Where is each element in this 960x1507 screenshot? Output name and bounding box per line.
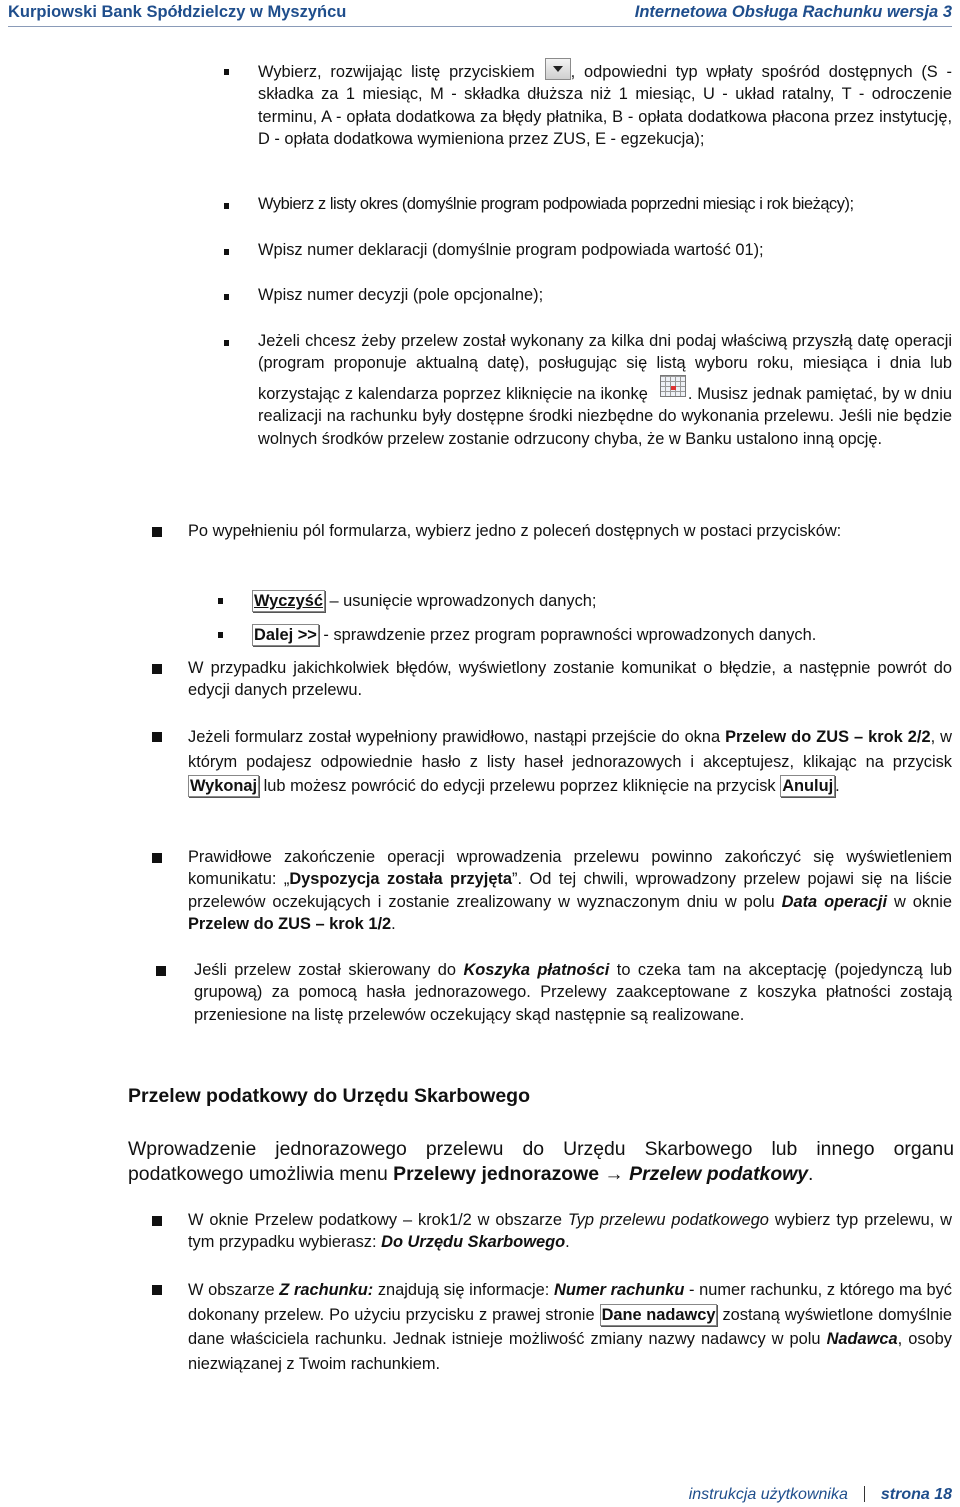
sub-item-future-date: [258, 330, 952, 450]
text: Jeżeli chcesz żeby przelew został wykonany za kilka dni podaj właściwą przyszłą datę operacji (program proponuje aktualną datę), posługując się listą wyboru roku, miesiąca i dnia lub korzystając z kalendarza poprzez kliknięcie na ikonkę: [258, 332, 952, 403]
dane-nadawcy-button[interactable]: Dane nadawcy: [601, 1305, 716, 1324]
sub-item-wyczysc: [252, 590, 952, 612]
text: Wprowadzenie jednorazowego przelewu do Urzędu Skarbowego lub innego organu podatkowego umożliwia menu: [128, 1138, 954, 1185]
paragraph-account: [188, 1278, 952, 1376]
section-intro: [128, 1137, 954, 1187]
text: znajdują się informacje:: [373, 1281, 554, 1299]
footer-label: instrukcja użytkownika: [688, 1486, 848, 1503]
doc-title: Internetowa Obsługa Rachunku wersja 3: [634, 3, 952, 21]
sub-item-declaration: Wpisz numer deklaracji (domyślnie program podpowiada wartość 01);: [258, 241, 764, 259]
calendar-icon: [660, 375, 686, 397]
text: .: [565, 1233, 570, 1252]
text: .: [835, 777, 840, 795]
section-title: Przelew podatkowy do Urzędu Skarbowego: [128, 1085, 530, 1107]
bullet-square: [152, 1216, 162, 1226]
arrow-icon: →: [604, 1163, 624, 1185]
window-name: Przelew do ZUS – krok 2/2: [725, 728, 931, 746]
text: Jeśli przelew został skierowany do: [194, 961, 464, 979]
text: Jeżeli formularz został wypełniony prawidłowo, nastąpi przejście do okna: [188, 728, 726, 746]
text: ”. Od tej chwili, wprowadzony przelew pojawi się na liście przelewów oczekujących i zostanie zrealizowany w wyznaczonym dniu w polu: [188, 870, 953, 911]
paragraph-tax-type: [188, 1209, 952, 1254]
text: .: [808, 1163, 814, 1185]
paragraph-basket: [194, 959, 952, 1026]
basket-name: Koszyka płatności: [463, 961, 610, 979]
page-footer: [689, 1486, 952, 1504]
text: Wybierz, rozwijając listę przyciskiem: [258, 63, 535, 81]
text: , w którym podajesz odpowiednie hasło z listy haseł jednorazowych i akceptujesz, klikając na przycisk: [188, 728, 953, 771]
bullet-square-small: [224, 69, 229, 75]
bullet-square: [152, 527, 162, 537]
footer-separator: [864, 1486, 865, 1502]
text: Prawidłowe zakończenie operacji wprowadzenia przelewu powinno zakończyć się wyświetleniem komunikatu: „: [188, 848, 952, 889]
bullet-square: [156, 966, 166, 976]
bullet-square-small: [224, 340, 229, 346]
area-name: Z rachunku:: [279, 1281, 374, 1299]
text: W obszarze: [188, 1281, 280, 1299]
bullet-square: [152, 664, 162, 674]
bullet-square: [152, 1285, 162, 1295]
field-name: Numer rachunku: [554, 1281, 685, 1299]
sub-item-dalej: [252, 624, 952, 646]
confirmation-message: Dyspozycja została przyjęta: [289, 870, 513, 889]
text: - numer rachunku, z którego ma być dokonany przelew. Po użyciu przycisku z prawej stronie: [188, 1281, 952, 1324]
wyczysc-button[interactable]: Wyczyść: [254, 592, 323, 610]
text: zostaną wyświetlone domyślnie dane właściciela rachunku. Jednak istnieje możliwość zmiany nazwy nadawcy w polu: [188, 1305, 952, 1348]
bullet-square-small: [224, 294, 229, 300]
paragraph-buttons-intro: Po wypełnieniu pól formularza, wybierz jedno z poleceń dostępnych w postaci przycisków:: [188, 522, 842, 540]
menu-name: Przelewy jednorazowe: [393, 1163, 599, 1185]
window-name: Przelew do ZUS – krok 1/2: [188, 915, 392, 934]
bullet-square: [152, 853, 162, 863]
text: W oknie Przelew podatkowy – krok1/2 w obszarze: [188, 1211, 568, 1229]
page-number: strona 18: [880, 1486, 952, 1503]
paragraph-step2: [188, 725, 952, 799]
area-name: Typ przelewu podatkowego: [567, 1211, 769, 1229]
field-name: Data operacji: [781, 892, 888, 911]
text: w oknie: [887, 892, 952, 911]
sub-item-period: Wybierz z listy okres (domyślnie program podpowiada poprzedni miesiąc i rok bieżący);: [258, 195, 854, 213]
wykonaj-button[interactable]: Wykonaj: [190, 777, 258, 795]
text: – usunięcie wprowadzonych danych;: [324, 592, 597, 610]
text: to czeka tam na akceptację (pojedynczą lub grupową) za pomocą hasła jednorazowego. Przelewy zaakceptowane z koszyka płatności zostają przeniesione na listę przelewów oczekujący skąd następnie są realizowane.: [194, 961, 952, 1024]
text: . Musisz jednak pamiętać, by w dniu realizacji na rachunku były dostępne środki niezbędne do wykonania przelewu. Jeśli nie będzie wolnych środków przelew zostanie odrzucony chyba, że w Banku ustalono inną opcję.: [258, 384, 952, 448]
choice-name: Do Urzędu Skarbowego: [381, 1233, 566, 1252]
text: lub możesz powrócić do edycji przelewu poprzez kliknięcie na przycisk: [259, 777, 781, 795]
page-header: [8, 0, 952, 27]
bullet-square: [152, 732, 162, 742]
paragraph-errors: W przypadku jakichkolwiek błędów, wyświetlony zostanie komunikat o błędzie, a następnie powrót do edycji danych przelewu.: [188, 659, 952, 700]
text: , odpowiedni typ wpłaty spośród dostępnych (S -składka za 1 miesiąc, M - składka dłuższa niż 1 miesiąc, U - układ ratalny, T - odroczenie terminu, A - opłata dodatkowa za błędy płatnika, B - opłata dodatkowa płacona przez instytucję, D - opłata dodatkowa wymieniona przez ZUS, E - egzekucja);: [258, 63, 952, 149]
text: , osoby niezwiązanej z Twoim rachunkiem.: [188, 1330, 952, 1373]
bank-name: Kurpiowski Bank Spółdzielczy w Myszyńcu: [8, 3, 347, 21]
text: .: [391, 915, 396, 934]
text: wybierz typ przelewu, w tym przypadku wybierasz:: [188, 1211, 953, 1252]
text: - sprawdzenie przez program poprawności wprowadzonych danych.: [318, 626, 817, 644]
field-name: Nadawca: [826, 1330, 898, 1348]
dropdown-arrow-icon: [545, 58, 571, 80]
menu-item-name: Przelew podatkowy: [629, 1163, 809, 1185]
bullet-square-small: [224, 203, 229, 209]
sub-item-payment-type: [258, 58, 952, 151]
bullet-square-small: [218, 632, 223, 638]
sub-item-decision: Wpisz numer decyzji (pole opcjonalne);: [258, 286, 544, 304]
paragraph-confirmation: [188, 846, 952, 936]
dalej-button[interactable]: Dalej >>: [254, 626, 317, 644]
bullet-square-small: [218, 598, 223, 604]
anuluj-button[interactable]: Anuluj: [782, 777, 834, 795]
bullet-square-small: [224, 249, 229, 255]
